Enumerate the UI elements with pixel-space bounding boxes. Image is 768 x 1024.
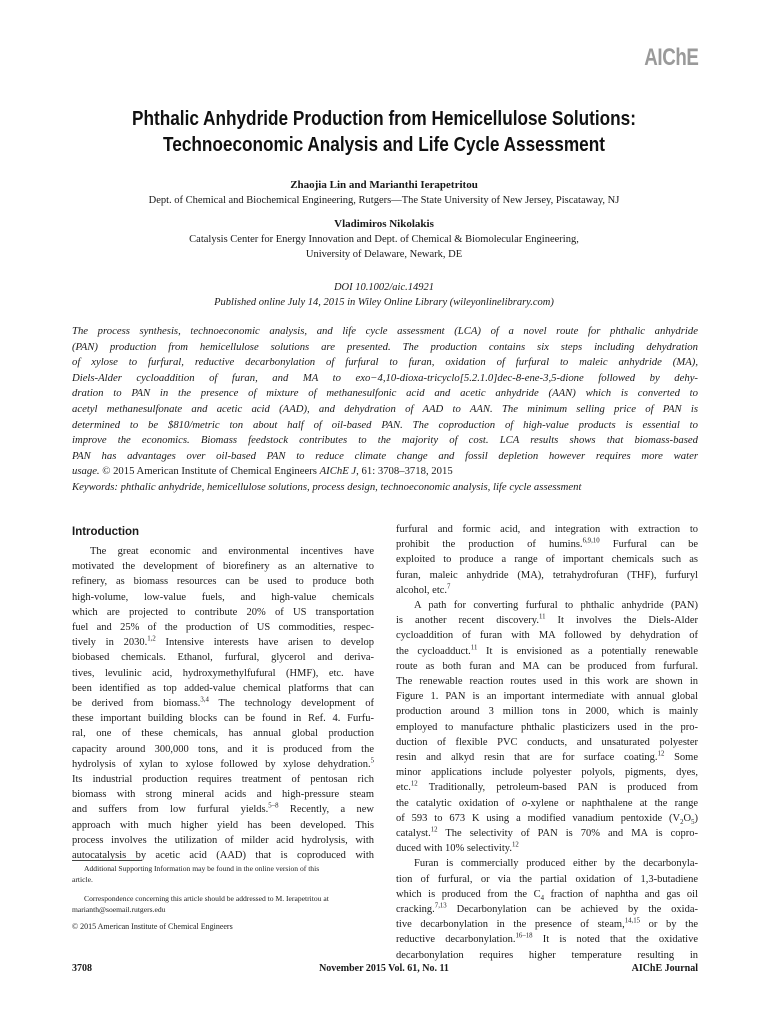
author-names-1: Zhaojia Lin and Marianthi Ierapetritou [290, 179, 478, 191]
body-line: tives, levulinic acid, hydroxymethylfufural (HMF), etc. have [72, 667, 374, 679]
body-line: of 593 to 673 K using a modified vanadium pentoxide $(V_2O_5)$ [396, 812, 698, 826]
body-line: Figure 1. PAN is an important intermediate with annual global [396, 691, 698, 703]
body-line: Furan is commercially produced either by the decarbonyla- [414, 858, 698, 870]
abstract [72, 324, 698, 496]
body-line: autocatalysis by acetic acid (AAD) that is coproduced with [72, 850, 374, 862]
journal-logo: AIChE [643, 44, 698, 71]
body-line: which is produced from the $C_4$ fraction of naphtha and gas oil [396, 888, 699, 902]
body-line: the catalytic oxidation of o-xylene or naphthalene at the range [396, 797, 699, 809]
body-line: Its industrial production requires treatment of pentosan rich [72, 774, 374, 786]
abstract-last-words: usage. [72, 465, 103, 478]
body-line: is another recent discovery.$^{11}$ It involves the Diels-Alder [396, 613, 699, 627]
body-line: these important building blocks can be found in Ref. 4. Furfu- [72, 713, 374, 725]
body-line: The great economic and environmental incentives have [90, 546, 374, 557]
body-line: catalyst.$^{12}$ The selectivity of PAN is 70% and MA is copro- [396, 826, 698, 840]
body-line: refinery, as biomass resources can be used to produce both [72, 576, 374, 588]
body-line: resin and alkyd resin that are for surface coating.$^{12}$ Some [396, 750, 698, 764]
abstract-line: The process synthesis, technoeconomic analysis, and life cycle assessment (LCA) of a novel route for phthalic anhydride [72, 325, 698, 337]
right-column [396, 522, 698, 963]
abstract-line: dration to PAN in the presence of mixture of methanesulfonic acid and acetic anhydride (AAN) which is converted to [72, 387, 698, 400]
keywords: Keywords: phthalic anhydride, hemicellulose solutions, process design, technoeconomic analysis, life cycle assessment [72, 480, 582, 493]
body-line: furan, maleic anhydride (MA), tetrahydrofuran (THF), furfuryl [396, 569, 698, 581]
issue-info: November 2015 Vol. 61, No. 11 [319, 963, 449, 974]
body-line: motivated the development of biorefinery as an alternative to [72, 561, 374, 573]
body-line: ral, one of these chemicals, has annual global production [72, 728, 374, 740]
body-line: capacity around 300,000 tons, and it is produced from the [72, 743, 374, 755]
abstract-line: acetyl methanesulfonate and acetic acid (AAD), and dehydration of AAD to AAN. The minimum selling price of PAN is [72, 402, 698, 415]
body-line: cracking.$^{7,13}$ Decarbonylation can be achieved by the oxida- [396, 902, 698, 916]
body-line: which are projected to contribute 20% of US transportation [72, 606, 374, 618]
body-line: process involves the utilization of milder acid hydrolysis, with [72, 834, 374, 846]
body-line: route as both furan and MA can be produced from furfural. [396, 660, 698, 672]
body-line: been identified as top added-value chemical platforms that can [72, 682, 374, 694]
body-line: etc.$^{12}$ Traditionally, petroleum-based PAN is produced from [396, 780, 698, 794]
introduction-heading: Introduction [72, 526, 140, 538]
title-line-1: Phthalic Anhydride Production from Hemicellulose Solutions: [132, 108, 636, 130]
body-line: duced with 10% selectivity.$^{12}$ [396, 841, 519, 855]
doi: DOI 10.1002/aic.14921 [333, 282, 435, 293]
author-names-2: Vladimiros Nikolakis [334, 218, 434, 230]
article-title [40, 106, 728, 158]
body-line: fuel and 25% of the production of US commodities, respec- [72, 622, 374, 634]
abstract-line: of xylose to furfural, reductive decarbonylation of furfural to furan, oxidation of furfural to maleic anhydride (MA), [72, 356, 698, 369]
body-line: biobased chemicals. Ethanol, furfural, glycerol and deriva- [72, 652, 374, 664]
body-line: furfural and formic acid, and integration with extraction to [396, 524, 698, 535]
body-line: prohibit the production of humins.$^{6,9,10}$ Furfural can be [396, 537, 698, 551]
body-line: alcohol, etc.$^7$ [396, 583, 451, 596]
body-line: biomass with strong mineral acids and high-pressure steam [72, 789, 374, 801]
abstract-line: determined to be $810/metric ton about half of oil-based PAN. The coproduction of high-value products is essential to [72, 418, 698, 431]
journal-name: AIChE Journal [631, 963, 698, 974]
body-line: the cycloadduct.$^{11}$ It is envisioned as a potentially renewable [396, 644, 698, 657]
copyright-inline: © 2015 American Institute of Chemical Engineers [102, 465, 320, 478]
affiliation-2-line-1: Catalysis Center for Energy Innovation and Dept. of Chemical & Biomolecular Engineering, [189, 234, 579, 245]
abstract-line: Diels-Alder cycloaddition of furan, and MA to exo−4,10-dioxa-tricyclo[5.2.1.0]dec-8-ene-3,5-dione followed by dehy- [72, 371, 698, 384]
publication-info [60, 280, 708, 310]
abstract-line: improve the economics. Biomass feedstock contributes to the majority of cost. LCA results shows that biomass-based [72, 434, 698, 447]
body-line: A path for converting furfural to phthalic anhydride (PAN) [414, 600, 698, 612]
affiliation-2-line-2: University of Delaware, Newark, DE [305, 249, 463, 260]
body-line: reductive decarbonylation.$^{16-18}$ It is noted that the oxidative [396, 932, 699, 946]
published-online: Published online July 14, 2015 in Wiley Online Library (wileyonlinelibrary.com) [214, 297, 554, 308]
body-line: approach with much higher yield has been developed. This [72, 819, 374, 831]
abstract-line: (PAN) production from hemicellulose solutions are presented. The production contains six steps including dehydration [72, 340, 698, 353]
supporting-info-note [72, 864, 374, 885]
body-line: decarbonylation requires higher temperature resulting in [396, 949, 698, 961]
citation-journal: AIChE J [319, 465, 357, 478]
body-line: production around 3 million tons in 2000, which is mainly [396, 706, 698, 718]
affiliation-1: Dept. of Chemical and Biochemical Engineering, Rutgers—The State University of New Jersey, Piscataway, NJ [148, 195, 620, 206]
body-line: duction of flexible PVC conducts, and unsaturated polyester [396, 736, 698, 748]
page-number: 3708 [72, 963, 92, 974]
correspondence-note [72, 894, 374, 915]
body-line: The renewable reaction routes used in this work are shown in [396, 676, 698, 688]
body-line: and suffers from low furfural yields.$^{5-8}$ Recently, a new [72, 802, 374, 816]
body-line: tion of furfural, or via the partial oxidation of 1,3-butadiene [396, 873, 698, 885]
copyright-note: © 2015 American Institute of Chemical Engineers [72, 922, 233, 931]
body-line: exploited to produce a range of important chemicals such as [396, 554, 698, 566]
body-line: tively in 2030.$^{1,2}$ Intensive interests have arisen to develop [72, 635, 374, 649]
body-line: hydrolysis of xylan to xylose followed by xylose dehydration.$^5$ [72, 757, 374, 770]
footnote-line: Correspondence concerning this article should be addressed to M. Ierapetritou at [84, 894, 329, 903]
footnote-line: article. [72, 874, 93, 884]
citation-rest: , 61: 3708–3718, 2015 [356, 465, 453, 478]
footnote-email[interactable]: marianth@soemail.rutgers.edu [72, 904, 166, 914]
title-line-2: Technoeconomic Analysis and Life Cycle Assessment [163, 134, 605, 156]
body-line: cycloaddition of furan with MA followed by dehydration of [396, 630, 698, 642]
author-block [60, 178, 708, 262]
body-line: high-volume, low-value fuels, and high-value chemicals [72, 591, 374, 603]
body-line: tive decarbonylation in the presence of steam,$^{14,15}$ or by the [396, 917, 698, 931]
body-line: minor applications include polyester polyols, pigments, dyes, [396, 767, 698, 779]
abstract-citation-line [72, 464, 698, 480]
abstract-line: PAN has advantages over oil-based PAN to reduce climate change and fossil depletion however requires more water [72, 449, 698, 462]
body-line: be derived from biomass.$^{3,4}$ The technology development of [72, 696, 374, 710]
footnote-rule [72, 860, 142, 861]
footnote-line: Additional Supporting Information may be found in the online version of this [84, 864, 320, 873]
left-column [72, 524, 374, 863]
body-line: employed to manufacture phthalic plasticizers used in the pro- [396, 721, 698, 733]
